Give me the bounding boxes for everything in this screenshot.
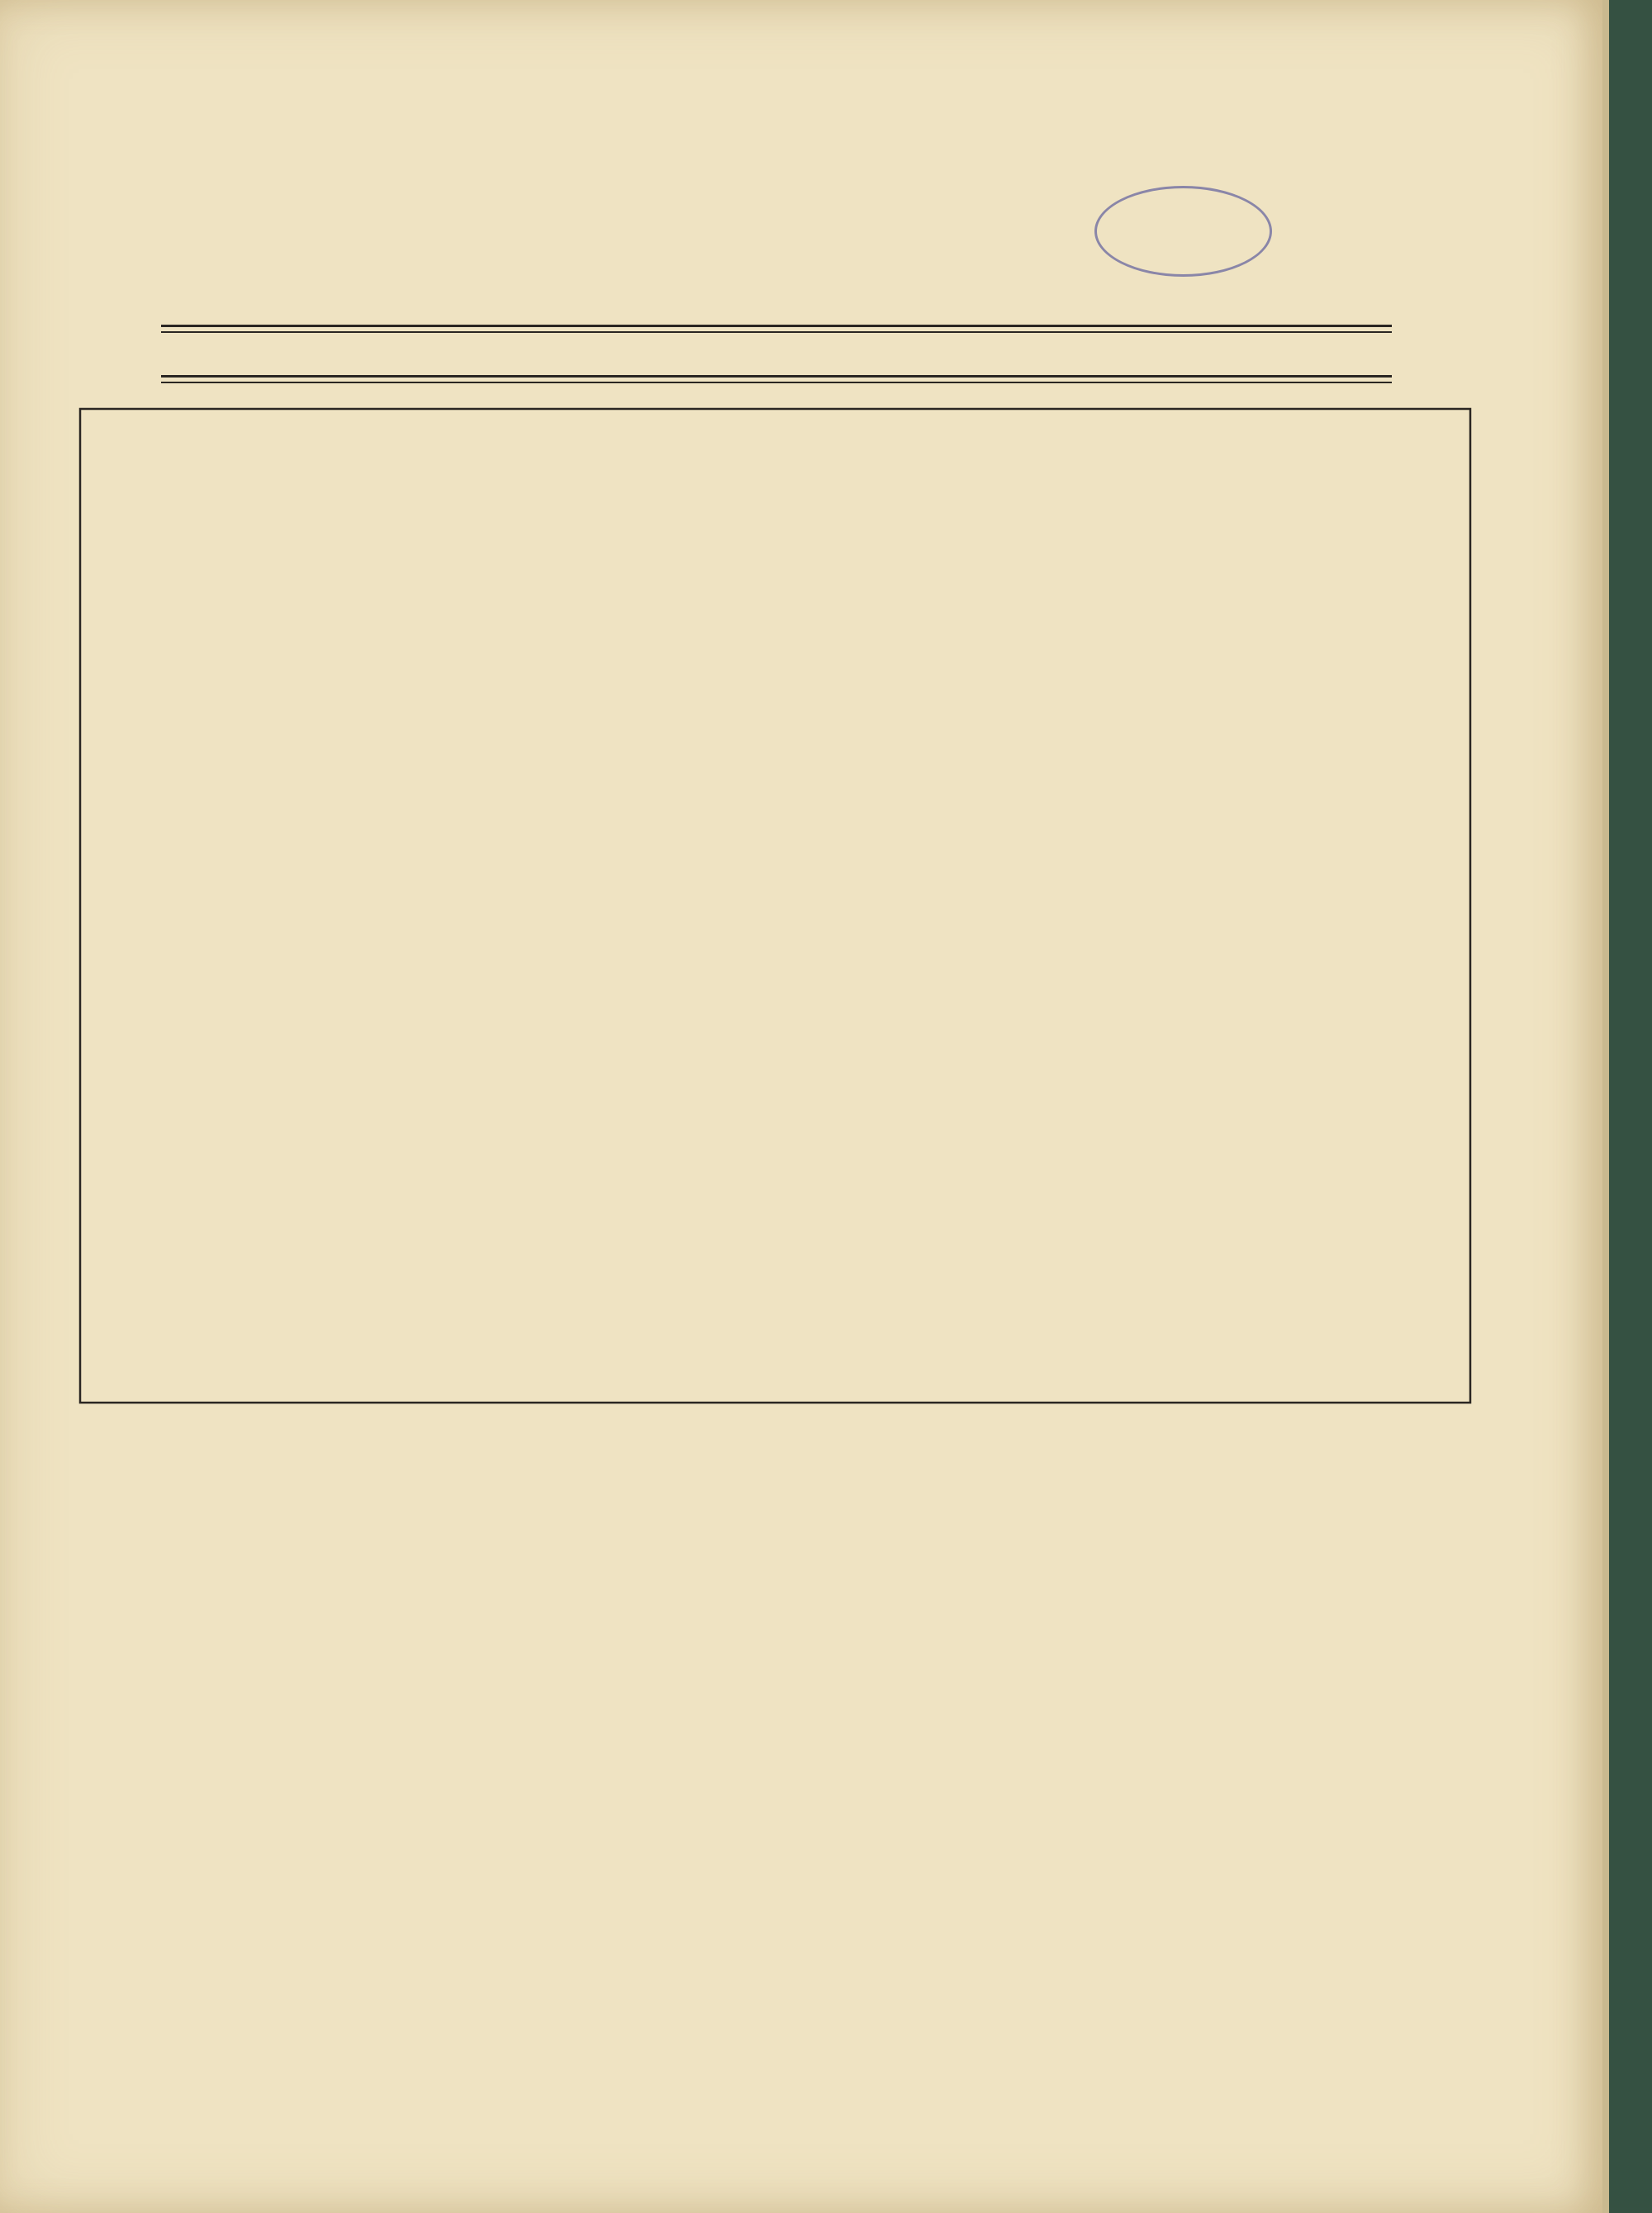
weather-charts <box>0 0 1652 1421</box>
